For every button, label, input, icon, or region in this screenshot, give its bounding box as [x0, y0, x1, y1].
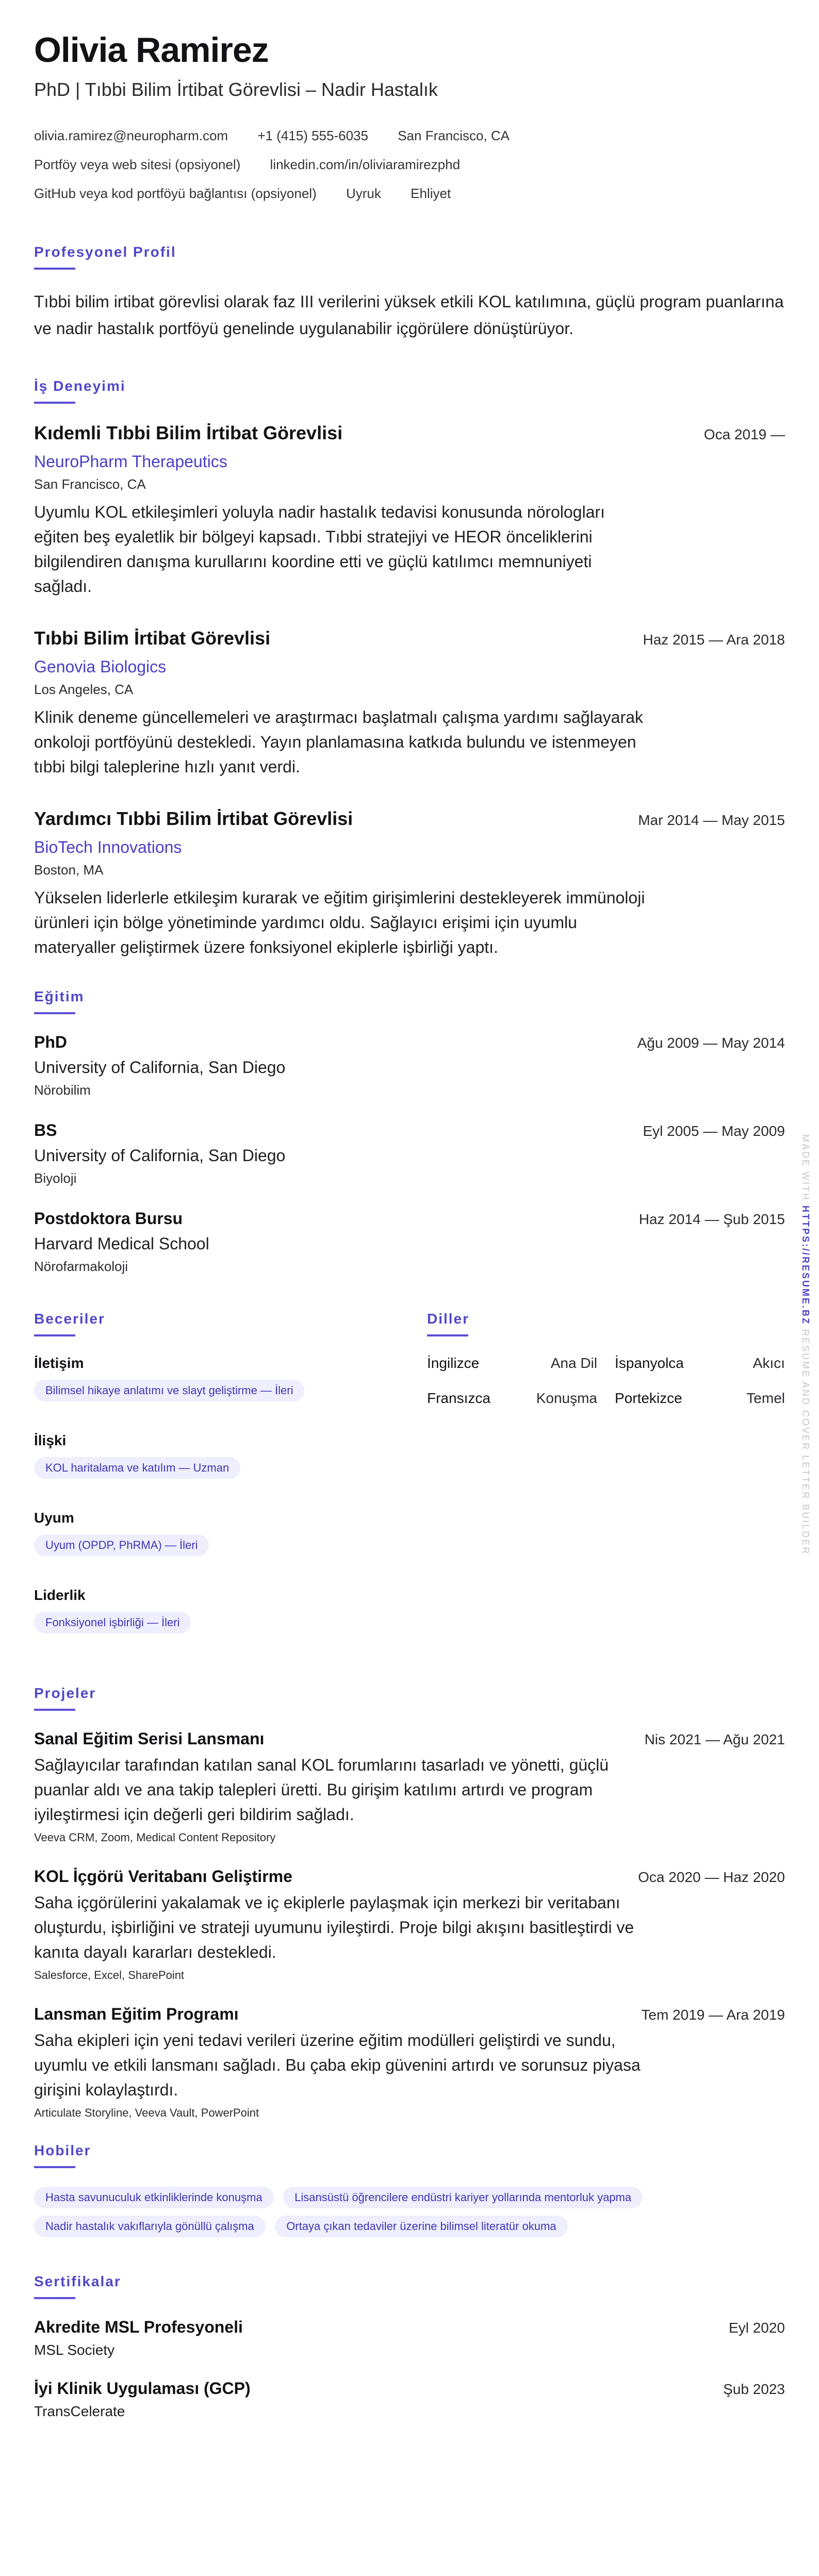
education-school: University of California, San Diego: [34, 1146, 286, 1165]
job-location: Los Angeles, CA: [34, 681, 134, 697]
profile-summary: Tıbbi bilim irtibat görevlisi olarak faz III verilerini yüksek etkili KOL katılımına, güçlü program puanlarına ve nadir hastalık portföyü genelinde uygulanabilir içgörülere dönüştürüyor.: [34, 292, 784, 338]
job-title: Yardımcı Tıbbi Bilim İrtibat Görevlisi: [34, 807, 353, 829]
languages-section: [427, 1311, 785, 1664]
language-level: Temel: [746, 1390, 785, 1406]
job-date: Haz 2015 — Ara 2018: [643, 631, 785, 648]
watermark-suffix: RESUME AND COVER LETTER BUILDER: [800, 1325, 811, 1556]
section-divider: [427, 1334, 468, 1336]
language-level: Konuşma: [536, 1390, 597, 1406]
project-description: Saha ekipleri için yeni tedavi verileri üzerine eğitim modülleri geliştirdi ve sundu, uyumlu ve etkili lansmanı sağladı. Bu çaba ekip güvenini artırdı ve sorunsuz piyasa girişini kolaylaştırdı.: [34, 2030, 641, 2099]
section-title: Diller: [427, 1310, 470, 1327]
project-tools: Salesforce, Excel, SharePoint: [34, 1968, 185, 1981]
job-description: Uyumlu KOL etkileşimleri yoluyla nadir hastalık tedavisi konusunda nörologları eğiten beş eyaletlik bir bölgeyi kapsadı. Tıbbi stratejiyi ve HEOR önceliklerini bilgilendiren danışma kurullarını koordine etti ve güçlü katılımcı memnuniyeti sağladı.: [34, 502, 605, 596]
education-degree: Postdoktora Bursu: [34, 1209, 183, 1228]
language-item: [427, 1390, 597, 1407]
language-item: [615, 1355, 785, 1372]
skill-group-name: İletişim: [34, 1355, 84, 1371]
section-divider: [34, 2297, 75, 2299]
education-field: Nörobilim: [34, 1082, 91, 1098]
certification-issuer: TransCelerate: [34, 2403, 125, 2419]
language-item: [615, 1390, 785, 1407]
builder-watermark: [800, 1134, 811, 1555]
contact-email[interactable]: olivia.ramirez@neuropharm.com: [34, 127, 228, 143]
education-field: Biyoloji: [34, 1170, 77, 1186]
education-entry: [34, 1121, 785, 1186]
language-level: Akıcı: [752, 1355, 785, 1371]
job-location: Boston, MA: [34, 862, 104, 878]
language-name: İspanyolca: [615, 1355, 684, 1371]
job-date: Oca 2019 —: [703, 426, 785, 442]
skills-languages-row: [34, 1311, 785, 1664]
job-company: NeuroPharm Therapeutics: [34, 452, 227, 471]
projects-section: [34, 1685, 785, 2120]
skills-section: [34, 1311, 427, 1664]
section-title: Beceriler: [34, 1310, 105, 1327]
language-item: [427, 1355, 597, 1372]
hobby-chip: Ortaya çıkan tedaviler üzerine bilimsel literatür okuma: [275, 2216, 567, 2237]
contact-linkedin[interactable]: linkedin.com/in/oliviaramirezphd: [270, 156, 461, 172]
project-title: Sanal Eğitim Serisi Lansmanı: [34, 1729, 265, 1748]
skill-chip: Uyum (OPDP, PhRMA) — İleri: [34, 1534, 209, 1556]
education-school: University of California, San Diego: [34, 1058, 286, 1077]
hobby-chip: Lisansüstü öğrencilere endüstri kariyer yollarında mentorluk yapma: [283, 2187, 643, 2208]
education-date: Eyl 2005 — May 2009: [643, 1122, 785, 1139]
section-title: Hobiler: [34, 2142, 91, 2158]
section-divider: [34, 1012, 75, 1014]
skill-group-name: İlişki: [34, 1432, 67, 1448]
skill-group-name: Liderlik: [34, 1587, 86, 1603]
language-name: Portekizce: [615, 1390, 682, 1406]
experience-section: [34, 378, 785, 960]
project-description: Saha içgörülerini yakalamak ve iç ekiplerle paylaşmak için merkezi bir veritabanı oluşturdu, işbirliğini ve strateji uyumunu iyileştirdi. Proje bilgi akışını basitleştirdi ve kanıta dayalı kararları destekledi.: [34, 1893, 634, 1961]
contact-phone[interactable]: +1 (415) 555-6035: [257, 127, 368, 143]
hobby-chip: Hasta savunuculuk etkinliklerinde konuşma: [34, 2187, 274, 2208]
section-title: Eğitim: [34, 988, 85, 1004]
project-title: Lansman Eğitim Programı: [34, 2004, 239, 2023]
project-title: KOL İçgörü Veritabanı Geliştirme: [34, 1867, 292, 1886]
languages-grid: [427, 1355, 785, 1407]
job-description: Klinik deneme güncellemeleri ve araştırmacı başlatmalı çalışma yardımı sağlayarak onkoloji portföyünü destekledi. Yayın planlamasına katkıda bulundu ve istenmeyen tıbbi bilgi taleplerine hızlı yanıt verdi.: [34, 707, 643, 776]
profile-section: [34, 244, 785, 342]
contact-license: Ehliyet: [411, 185, 451, 201]
certification-name: Akredite MSL Profesyoneli: [34, 2317, 243, 2336]
skill-group: [34, 1587, 427, 1641]
watermark-link[interactable]: HTTPS://RESUME.BZ: [800, 1206, 811, 1326]
skill-group: [34, 1510, 427, 1563]
job-date: Mar 2014 — May 2015: [638, 812, 785, 828]
education-date: Ağu 2009 — May 2014: [637, 1034, 785, 1051]
job-entry: [34, 628, 785, 779]
section-title: Profesyonel Profil: [34, 243, 176, 260]
education-entry: [34, 1033, 785, 1098]
skill-group: [34, 1355, 427, 1409]
hobbies-section: [34, 2142, 785, 2244]
skill-group-name: Uyum: [34, 1509, 74, 1526]
section-title: İş Deneyimi: [34, 377, 126, 394]
education-degree: PhD: [34, 1032, 67, 1051]
job-company: BioTech Innovations: [34, 837, 182, 856]
project-tools: Veeva CRM, Zoom, Medical Content Repository: [34, 1830, 276, 1844]
job-description: Yükselen liderlerle etkileşim kurarak ve eğitim girişimlerini destekleyerek immünoloji ürünleri için bölge yönetiminde yardımcı oldu. Sağlayıcı erişimi için uyumlu materyaller geliştirmek üzere fonksiyonel ekiplerle işbirliği yaptı.: [34, 888, 645, 956]
language-name: Fransızca: [427, 1390, 490, 1406]
project-entry: [34, 1729, 785, 1844]
project-entry: [34, 2005, 785, 2120]
section-divider: [34, 268, 75, 270]
contact-nationality: Uyruk: [346, 185, 381, 201]
education-entry: [34, 1209, 785, 1275]
skill-chip: Fonksiyonel işbirliği — İleri: [34, 1612, 191, 1633]
education-degree: BS: [34, 1120, 57, 1140]
education-school: Harvard Medical School: [34, 1234, 209, 1253]
certification-entry: [34, 2379, 785, 2420]
project-date: Nis 2021 — Ağu 2021: [644, 1731, 785, 1747]
project-tools: Articulate Storyline, Veeva Vault, PowerPoint: [34, 2106, 259, 2119]
contact-location: San Francisco, CA: [398, 127, 510, 143]
language-name: İngilizce: [427, 1355, 480, 1371]
job-company: Genovia Biologics: [34, 657, 167, 676]
watermark-prefix: MADE WITH: [800, 1134, 811, 1206]
job-location: San Francisco, CA: [34, 476, 146, 492]
resume-header: [34, 31, 785, 208]
project-date: Tem 2019 — Ara 2019: [641, 2006, 785, 2023]
certification-name: İyi Klinik Uygulaması (GCP): [34, 2379, 251, 2398]
education-date: Haz 2014 — Şub 2015: [638, 1211, 785, 1227]
job-entry: [34, 422, 785, 599]
project-entry: [34, 1867, 785, 1982]
certification-date: Eyl 2020: [729, 2319, 785, 2336]
job-title: Kıdemli Tıbbi Bilim İrtibat Görevlisi: [34, 422, 343, 443]
certification-date: Şub 2023: [723, 2381, 785, 2397]
candidate-name: Olivia Ramirez: [34, 30, 269, 70]
project-description: Sağlayıcılar tarafından katılan sanal KOL forumlarını tasarladı ve yönetti, güçlü puanlar aldı ve ana takip talepleri üretti. Bu girişim katılımı artırdı ve program iyileştirmesi için değerli geri bildirim sağladı.: [34, 1755, 609, 1824]
section-divider: [34, 402, 75, 404]
contact-info: [34, 121, 785, 208]
contact-website[interactable]: Portföy veya web sitesi (opsiyonel): [34, 156, 241, 172]
contact-github[interactable]: GitHub veya kod portföyü bağlantısı (opsiyonel): [34, 185, 317, 201]
section-title: Projeler: [34, 1685, 96, 1701]
language-level: Ana Dil: [550, 1355, 597, 1371]
certification-issuer: MSL Society: [34, 2341, 115, 2358]
certifications-section: [34, 2273, 785, 2420]
job-title: Tıbbi Bilim İrtibat Görevlisi: [34, 627, 271, 649]
candidate-headline: PhD | Tıbbi Bilim İrtibat Görevlisi – Nadir Hastalık: [34, 78, 438, 100]
skill-chip: Bilimsel hikaye anlatımı ve slayt geliştirme — İleri: [34, 1380, 304, 1401]
job-entry: [34, 808, 785, 960]
section-title: Sertifikalar: [34, 2273, 121, 2289]
skill-chip: KOL haritalama ve katılım — Uzman: [34, 1457, 240, 1479]
education-field: Nörofarmakoloji: [34, 1258, 128, 1274]
certification-entry: [34, 2318, 785, 2358]
education-section: [34, 988, 785, 1275]
skill-group: [34, 1432, 427, 1486]
section-divider: [34, 2166, 75, 2168]
section-divider: [34, 1334, 75, 1336]
project-date: Oca 2020 — Haz 2020: [638, 1869, 785, 1885]
hobby-chip: Nadir hastalık vakıflarıyla gönüllü çalışma: [34, 2216, 266, 2237]
section-divider: [34, 1709, 75, 1711]
hobby-list: [34, 2187, 756, 2244]
